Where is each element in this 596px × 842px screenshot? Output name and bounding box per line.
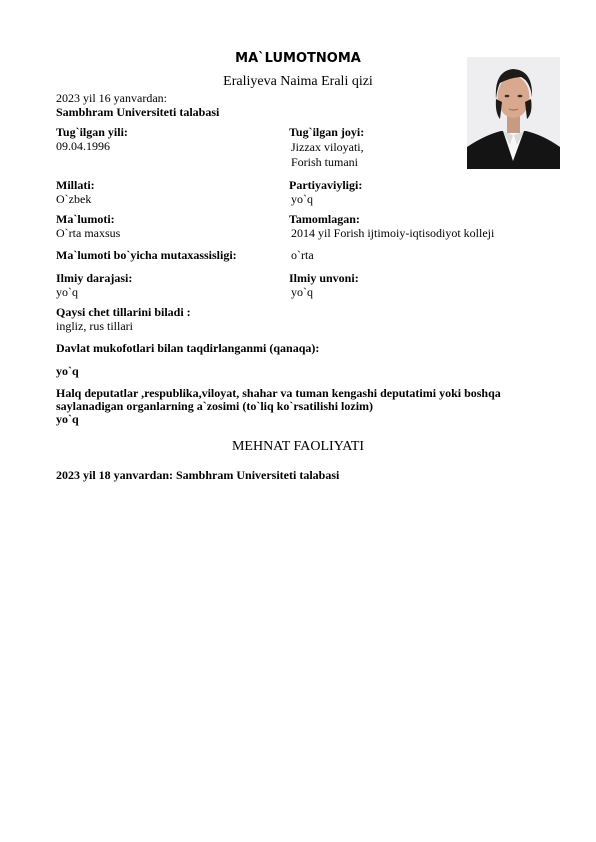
- degree-label: Ilmiy darajasi:: [56, 271, 133, 285]
- full-name: Eraliyeva Naima Erali qizi: [223, 74, 373, 89]
- graduated-label: Tamomlagan:: [289, 212, 360, 226]
- birth-year-label: Tug`ilgan yili:: [56, 125, 128, 139]
- nationality-value: O`zbek: [56, 192, 92, 206]
- awards-label: Davlat mukofotlari bilan taqdirlanganmi (qanaqa):: [56, 341, 320, 355]
- portrait-photo: [467, 57, 560, 169]
- deputy-label-line1: Halq deputatlar ,respublika,viloyat, shahar va tuman kengashi deputatimi yoki boshqa: [56, 386, 501, 400]
- party-value: yo`q: [291, 192, 313, 206]
- party-label: Partiyaviyligi:: [289, 178, 363, 192]
- specialty-label: Ma`lumoti bo`yicha mutaxassisligi:: [56, 248, 237, 262]
- deputy-label-line2: saylanadigan organlarning a`zosimi (to`liq ko`rsatilishi lozim): [56, 399, 374, 413]
- languages-value: ingliz, rus tillari: [56, 319, 133, 333]
- current-position: Sambhram Universiteti talabasi: [56, 105, 220, 119]
- education-value: O`rta maxsus: [56, 226, 121, 240]
- birth-year-value: 09.04.1996: [56, 139, 110, 153]
- since-date: 2023 yil 16 yanvardan:: [56, 91, 167, 105]
- nationality-label: Millati:: [56, 178, 95, 192]
- work-section-title: MEHNAT FAOLIYATI: [231, 439, 365, 454]
- rank-label: Ilmiy unvoni:: [289, 271, 359, 285]
- birth-place-label: Tug`ilgan joyi:: [289, 125, 365, 139]
- rank-value: yo`q: [291, 285, 313, 299]
- education-label: Ma`lumoti:: [56, 212, 115, 226]
- awards-value: yo`q: [56, 364, 79, 378]
- deputy-value: yo`q: [56, 412, 79, 426]
- languages-label: Qaysi chet tillarini biladi :: [56, 305, 191, 319]
- degree-value: yo`q: [56, 285, 78, 299]
- birth-place-line2: Forish tumani: [291, 155, 359, 169]
- birth-place-line1: Jizzax viloyati,: [291, 140, 364, 154]
- work-entry: 2023 yil 18 yanvardan: Sambhram Universiteti talabasi: [56, 468, 340, 482]
- graduated-value: 2014 yil Forish ijtimoiy-iqtisodiyot kolleji: [291, 226, 495, 240]
- document-title: MA`LUMOTNOMA: [235, 51, 361, 66]
- specialty-value: o`rta: [291, 248, 314, 262]
